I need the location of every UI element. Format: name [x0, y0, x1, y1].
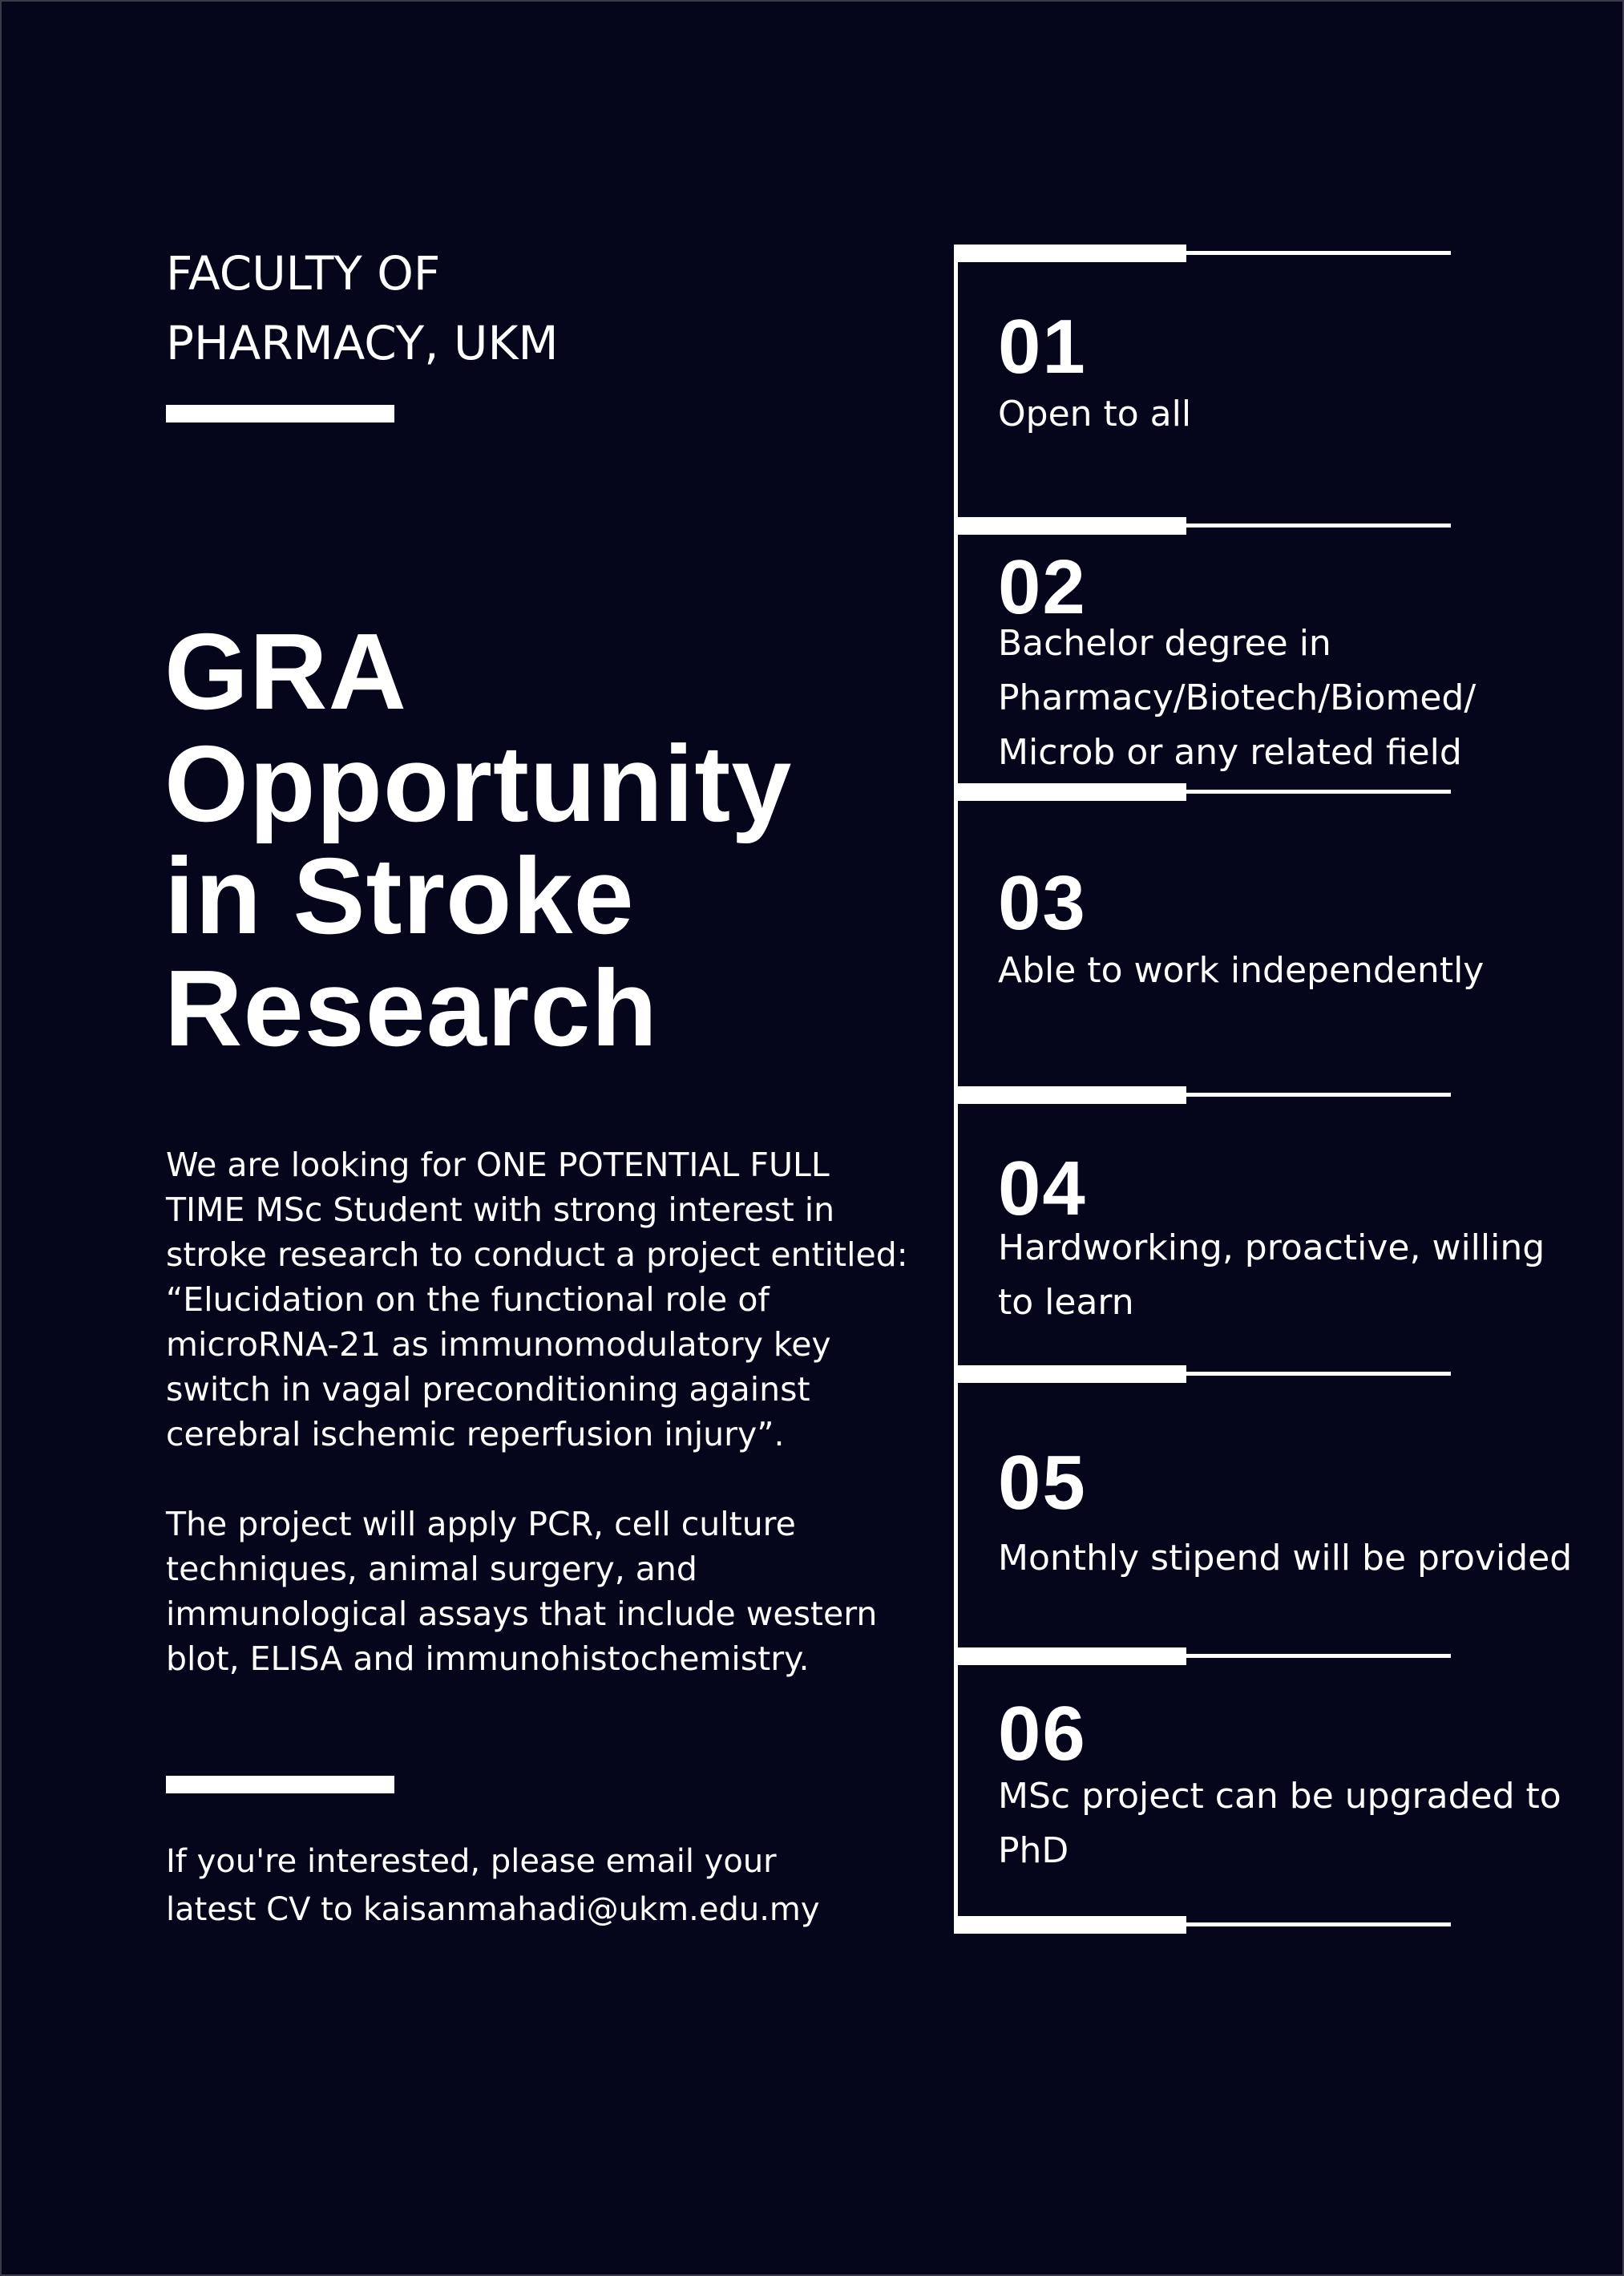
headline	[164, 611, 910, 1069]
description-paragraph-1: We are looking for ONE POTENTIAL FULL TIME MSc Student with strong interest in stroke research to conduct a project entitled: “Elucidation on the functional role of microRNA-21 as immunomodulatory key switch in vagal preconditioning against cerebral ischemic reperfusion injury”.	[166, 1146, 908, 1453]
requirement-number: 06	[998, 1691, 1087, 1777]
description-paragraph-2: The project will apply PCR, cell culture techniques, animal surgery, and immunological assays that include western blot, ELISA and immunohistochemistry.	[166, 1505, 878, 1678]
requirement-text: MSc project can be upgraded to PhD	[998, 1776, 1561, 1871]
headline-line-3: in Stroke	[164, 835, 635, 956]
requirement-item	[998, 544, 1607, 780]
requirement-number: 03	[998, 860, 1087, 946]
requirement-number: 02	[998, 544, 1087, 630]
bottom-divider-bar	[166, 1776, 394, 1793]
requirement-text: Open to all	[998, 394, 1192, 435]
timeline-separator-3	[954, 1086, 1459, 1106]
headline-line-1: GRA	[164, 611, 407, 732]
contact-email-line: latest CV to kaisanmahadi@ukm.edu.my	[166, 1891, 820, 1928]
description	[166, 1142, 911, 1726]
requirement-number: 01	[998, 304, 1087, 390]
requirement-item	[998, 1440, 1607, 1586]
contact-line-1: If you're interested, please email your	[166, 1843, 777, 1880]
contact-info	[166, 1837, 911, 1934]
requirement-text: Hardworking, proactive, willing to learn	[998, 1227, 1545, 1323]
requirement-item	[998, 1691, 1607, 1878]
timeline-separator-4	[954, 1365, 1459, 1385]
requirement-text: Able to work independently	[998, 950, 1485, 991]
timeline-separator-2	[954, 783, 1459, 802]
timeline-separator-1	[954, 517, 1459, 536]
requirement-item	[998, 1146, 1607, 1330]
requirement-number: 04	[998, 1146, 1087, 1231]
faculty-title: FACULTY OF PHARMACY, UKM	[166, 246, 559, 370]
requirement-item	[998, 304, 1607, 442]
headline-line-4: Research	[164, 948, 658, 1069]
timeline-separator-5	[954, 1647, 1459, 1667]
requirement-text: Monthly stipend will be provided	[998, 1538, 1573, 1579]
requirement-number: 05	[998, 1440, 1087, 1526]
requirement-text: Bachelor degree in Pharmacy/Biotech/Biomed/ Microb or any related field	[998, 623, 1477, 773]
headline-line-2: Opportunity	[164, 723, 793, 844]
requirement-item	[998, 860, 1607, 998]
timeline-separator-6	[954, 1916, 1459, 1935]
top-divider-bar	[166, 405, 394, 422]
timeline-separator-0	[954, 245, 1459, 264]
